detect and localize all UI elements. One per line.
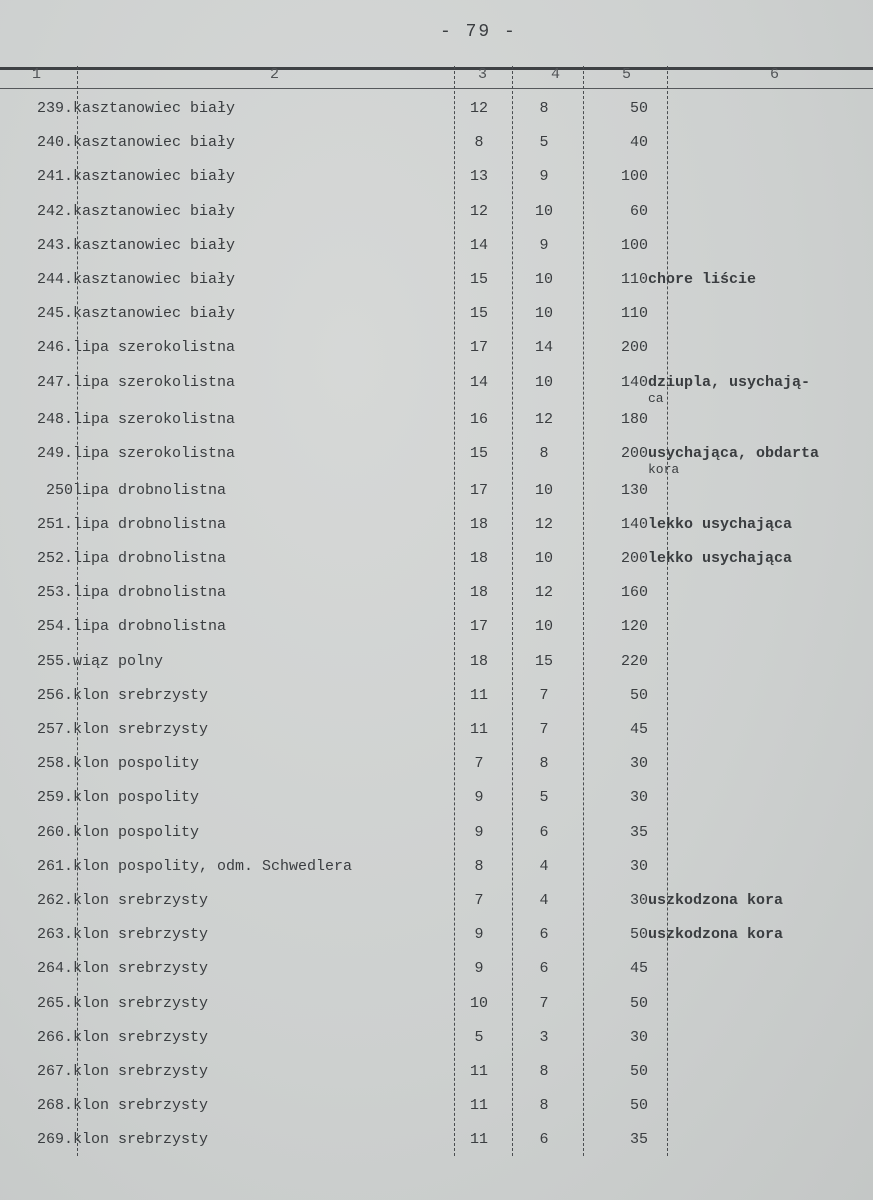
column-5-value: 140 bbox=[620, 373, 648, 391]
species-name: klon srebrzysty bbox=[73, 891, 209, 909]
column-5-value: 200 bbox=[620, 444, 648, 462]
species-name: lipa drobnolistna bbox=[73, 618, 227, 636]
species-name: lipa szerokolistna bbox=[73, 444, 236, 462]
column-5-value: 180 bbox=[620, 410, 648, 428]
column-3-value: 18 bbox=[469, 515, 488, 533]
table-row bbox=[0, 612, 848, 646]
table-row bbox=[0, 886, 848, 920]
species-name: klon srebrzysty bbox=[73, 1028, 209, 1046]
column-5-value: 200 bbox=[620, 550, 648, 568]
species-name: klon srebrzysty bbox=[73, 721, 209, 738]
row-number: 256. bbox=[36, 686, 73, 704]
species-name: klon srebrzysty bbox=[73, 686, 209, 704]
column-5-value: 160 bbox=[620, 584, 648, 602]
table-row bbox=[0, 852, 848, 886]
column-3-value: 16 bbox=[469, 410, 488, 428]
row-number: 257. bbox=[36, 721, 73, 738]
table-row bbox=[0, 231, 848, 265]
column-3-value: 10 bbox=[469, 994, 488, 1012]
column-4-value: 8 bbox=[539, 444, 549, 462]
column-3-value: 9 bbox=[474, 926, 484, 944]
column-4-value: 9 bbox=[539, 236, 549, 254]
column-5-value: 45 bbox=[629, 721, 648, 738]
remarks-cell bbox=[648, 265, 848, 299]
row-number: 258. bbox=[36, 755, 73, 773]
table-row bbox=[0, 405, 848, 439]
row-number: 239. bbox=[36, 100, 73, 117]
column-3-value: 12 bbox=[469, 202, 488, 220]
column-3-value: 15 bbox=[469, 270, 488, 288]
column-4-value: 8 bbox=[539, 1062, 549, 1080]
remarks-cell bbox=[648, 920, 848, 954]
row-number: 266. bbox=[36, 1028, 73, 1046]
row-number: 247. bbox=[36, 373, 73, 391]
column-5-value: 30 bbox=[629, 789, 648, 807]
table-row bbox=[0, 1023, 848, 1057]
column-5-value: 60 bbox=[629, 202, 648, 220]
remarks-cell bbox=[648, 544, 848, 578]
row-number: 241. bbox=[36, 168, 73, 186]
table-row bbox=[0, 299, 848, 333]
table-row bbox=[0, 94, 848, 128]
remarks-cell bbox=[648, 128, 848, 162]
remark-text: uszkodzona kora bbox=[648, 926, 784, 944]
table-row bbox=[0, 265, 848, 299]
remarks-cell bbox=[648, 715, 848, 749]
remarks-cell bbox=[648, 1091, 848, 1125]
row-number: 260. bbox=[36, 823, 73, 841]
column-5-value: 100 bbox=[620, 168, 648, 186]
row-number: 252. bbox=[36, 550, 73, 568]
species-name: kasztanowiec biały bbox=[73, 236, 236, 254]
column-5-value: 220 bbox=[620, 652, 648, 670]
column-header: 6 bbox=[770, 66, 780, 83]
remarks-cell bbox=[648, 333, 848, 367]
remarks-cell bbox=[648, 989, 848, 1023]
species-name: lipa drobnolistna bbox=[73, 550, 227, 568]
column-5-value: 110 bbox=[620, 270, 648, 288]
remarks-cell bbox=[648, 405, 848, 439]
row-number: 261. bbox=[36, 857, 73, 875]
column-3-value: 11 bbox=[469, 721, 488, 738]
species-name: lipa drobnolistna bbox=[73, 515, 227, 533]
table-row bbox=[0, 783, 848, 817]
column-3-value: 13 bbox=[469, 168, 488, 186]
column-5-value: 200 bbox=[620, 339, 648, 357]
column-3-value: 7 bbox=[474, 891, 484, 909]
column-3-value: 18 bbox=[469, 584, 488, 602]
column-3-value: 8 bbox=[474, 134, 484, 152]
column-4-value: 14 bbox=[534, 339, 553, 357]
column-3-value: 5 bbox=[474, 1028, 484, 1046]
table-row bbox=[0, 128, 848, 162]
column-4-value: 12 bbox=[534, 515, 553, 533]
remarks-cell bbox=[648, 578, 848, 612]
species-name: lipa szerokolistna bbox=[73, 410, 236, 428]
table-row bbox=[0, 578, 848, 612]
column-4-value: 12 bbox=[534, 410, 553, 428]
column-4-value: 5 bbox=[539, 134, 549, 152]
row-number: 255. bbox=[36, 652, 73, 670]
column-3-value: 9 bbox=[474, 823, 484, 841]
page-number: - 79 - bbox=[440, 22, 517, 42]
column-5-value: 30 bbox=[629, 891, 648, 909]
species-name: wiąz polny bbox=[73, 652, 164, 670]
column-4-value: 8 bbox=[539, 755, 549, 773]
column-5-value: 45 bbox=[629, 960, 648, 978]
row-number: 264. bbox=[36, 960, 73, 978]
remarks-cell bbox=[648, 231, 848, 265]
column-4-value: 7 bbox=[539, 721, 549, 738]
species-name: lipa drobnolistna bbox=[73, 584, 227, 602]
row-number: 242. bbox=[36, 202, 73, 220]
column-4-value: 10 bbox=[534, 305, 553, 323]
species-name: klon srebrzysty bbox=[73, 926, 209, 944]
species-name: klon srebrzysty bbox=[73, 1131, 209, 1149]
table-top-rule bbox=[0, 67, 873, 70]
species-name: klon pospolity bbox=[73, 823, 200, 841]
column-5-value: 35 bbox=[629, 823, 648, 841]
row-number: 263. bbox=[36, 926, 73, 944]
column-5-value: 50 bbox=[629, 926, 648, 944]
species-name: klon pospolity bbox=[73, 755, 200, 773]
column-3-value: 17 bbox=[469, 481, 488, 499]
row-number: 254. bbox=[36, 618, 73, 636]
table-row bbox=[0, 510, 848, 544]
column-4-value: 6 bbox=[539, 823, 549, 841]
remarks-cell bbox=[648, 94, 848, 128]
column-3-value: 7 bbox=[474, 755, 484, 773]
row-number: 259. bbox=[36, 789, 73, 807]
species-name: lipa szerokolistna bbox=[73, 373, 236, 391]
column-3-value: 17 bbox=[469, 339, 488, 357]
table-row bbox=[0, 544, 848, 578]
species-name: klon srebrzysty bbox=[73, 1097, 209, 1115]
species-name: kasztanowiec biały bbox=[73, 168, 236, 186]
table-row bbox=[0, 715, 848, 749]
column-4-value: 10 bbox=[534, 550, 553, 568]
table-row bbox=[0, 818, 848, 852]
remarks-cell bbox=[648, 647, 848, 681]
species-name: klon srebrzysty bbox=[73, 1062, 209, 1080]
remark-text: uszkodzona kora bbox=[648, 891, 784, 909]
table-row bbox=[0, 1125, 848, 1159]
remarks-cell bbox=[648, 368, 848, 405]
column-4-value: 12 bbox=[534, 584, 553, 602]
table-row bbox=[0, 1091, 848, 1125]
row-number: 244. bbox=[36, 270, 73, 288]
column-4-value: 3 bbox=[539, 1028, 549, 1046]
remarks-cell bbox=[648, 197, 848, 231]
species-name: lipa drobnolistna bbox=[73, 481, 227, 499]
remarks-cell bbox=[648, 439, 848, 476]
column-4-value: 10 bbox=[534, 373, 553, 391]
table-row bbox=[0, 439, 848, 476]
column-header: 4 bbox=[551, 66, 561, 83]
column-5-value: 50 bbox=[629, 1097, 648, 1115]
table-row bbox=[0, 162, 848, 196]
remark-text: chore liście bbox=[648, 270, 757, 288]
remarks-cell bbox=[648, 852, 848, 886]
table-row bbox=[0, 989, 848, 1023]
tree-inventory-table bbox=[0, 94, 848, 1159]
column-5-value: 30 bbox=[629, 755, 648, 773]
row-number: 249. bbox=[36, 444, 73, 462]
column-3-value: 11 bbox=[469, 1131, 488, 1149]
column-5-value: 50 bbox=[629, 994, 648, 1012]
column-5-value: 130 bbox=[620, 481, 648, 499]
remark-text: lekko usychająca bbox=[648, 515, 793, 533]
remarks-cell bbox=[648, 510, 848, 544]
column-header: 5 bbox=[622, 66, 632, 83]
row-number: 248. bbox=[36, 410, 73, 428]
species-name: kasztanowiec biały bbox=[73, 202, 236, 220]
column-4-value: 15 bbox=[534, 652, 553, 670]
table-row bbox=[0, 333, 848, 367]
species-name: klon srebrzysty bbox=[73, 994, 209, 1012]
column-4-value: 7 bbox=[539, 686, 549, 704]
remark-continuation: kora bbox=[648, 461, 680, 477]
column-5-value: 110 bbox=[620, 305, 648, 323]
species-name: lipa szerokolistna bbox=[73, 339, 236, 357]
column-5-value: 30 bbox=[629, 857, 648, 875]
row-number: 240. bbox=[36, 134, 73, 152]
column-4-value: 10 bbox=[534, 270, 553, 288]
column-3-value: 9 bbox=[474, 960, 484, 978]
column-4-value: 5 bbox=[539, 789, 549, 807]
table-row bbox=[0, 681, 848, 715]
row-number: 246. bbox=[36, 339, 73, 357]
column-3-value: 15 bbox=[469, 305, 488, 323]
column-5-value: 40 bbox=[629, 134, 648, 152]
row-number: 262. bbox=[36, 891, 73, 909]
remarks-cell bbox=[648, 162, 848, 196]
column-5-value: 120 bbox=[620, 618, 648, 636]
remarks-cell bbox=[648, 476, 848, 510]
table-row bbox=[0, 1057, 848, 1091]
row-number: 267. bbox=[36, 1062, 73, 1080]
column-5-value: 50 bbox=[629, 686, 648, 704]
remarks-cell bbox=[648, 1125, 848, 1159]
remarks-cell bbox=[648, 1057, 848, 1091]
remark-text: usychająca, obdarta bbox=[648, 444, 820, 462]
row-number: 243. bbox=[36, 236, 73, 254]
species-name: kasztanowiec biały bbox=[73, 100, 236, 117]
column-3-value: 17 bbox=[469, 618, 488, 636]
species-name: klon pospolity, odm. Schwedlera bbox=[73, 857, 353, 875]
table-row bbox=[0, 647, 848, 681]
row-number: 253. bbox=[36, 584, 73, 602]
column-3-value: 8 bbox=[474, 857, 484, 875]
column-3-value: 18 bbox=[469, 652, 488, 670]
remarks-cell bbox=[648, 818, 848, 852]
remarks-cell bbox=[648, 886, 848, 920]
table-row bbox=[0, 197, 848, 231]
row-number: 268. bbox=[36, 1097, 73, 1115]
remarks-cell bbox=[648, 783, 848, 817]
remarks-cell bbox=[648, 681, 848, 715]
column-3-value: 11 bbox=[469, 1097, 488, 1115]
column-5-value: 50 bbox=[629, 100, 648, 117]
column-5-value: 30 bbox=[629, 1028, 648, 1046]
column-4-value: 8 bbox=[539, 1097, 549, 1115]
remarks-cell bbox=[648, 954, 848, 988]
column-4-value: 4 bbox=[539, 891, 549, 909]
column-5-value: 35 bbox=[629, 1131, 648, 1149]
species-name: klon pospolity bbox=[73, 789, 200, 807]
species-name: kasztanowiec biały bbox=[73, 305, 236, 323]
column-3-value: 14 bbox=[469, 373, 488, 391]
remarks-cell bbox=[648, 299, 848, 333]
column-3-value: 18 bbox=[469, 550, 488, 568]
table-row bbox=[0, 368, 848, 405]
column-4-value: 6 bbox=[539, 1131, 549, 1149]
column-3-value: 9 bbox=[474, 789, 484, 807]
table-row bbox=[0, 749, 848, 783]
column-3-value: 15 bbox=[469, 444, 488, 462]
header-bottom-rule bbox=[0, 88, 873, 89]
remark-continuation: ca bbox=[648, 390, 664, 406]
table-row bbox=[0, 920, 848, 954]
species-name: klon srebrzysty bbox=[73, 960, 209, 978]
column-4-value: 4 bbox=[539, 857, 549, 875]
column-5-value: 100 bbox=[620, 236, 648, 254]
column-4-value: 10 bbox=[534, 618, 553, 636]
row-number: 250 bbox=[45, 481, 73, 499]
column-4-value: 7 bbox=[539, 994, 549, 1012]
remarks-cell bbox=[648, 1023, 848, 1057]
species-name: kasztanowiec biały bbox=[73, 134, 236, 152]
column-4-value: 10 bbox=[534, 481, 553, 499]
remarks-cell bbox=[648, 612, 848, 646]
row-number: 251. bbox=[36, 515, 73, 533]
column-4-value: 8 bbox=[539, 100, 549, 117]
remark-text: dziupla, usychają- bbox=[648, 373, 811, 391]
column-header: 2 bbox=[270, 66, 280, 83]
species-name: kasztanowiec biały bbox=[73, 270, 236, 288]
column-4-value: 6 bbox=[539, 926, 549, 944]
column-5-value: 50 bbox=[629, 1062, 648, 1080]
column-4-value: 10 bbox=[534, 202, 553, 220]
row-number: 245. bbox=[36, 305, 73, 323]
table-row bbox=[0, 954, 848, 988]
column-5-value: 140 bbox=[620, 515, 648, 533]
column-4-value: 6 bbox=[539, 960, 549, 978]
column-3-value: 11 bbox=[469, 1062, 488, 1080]
row-number: 269. bbox=[36, 1131, 73, 1149]
column-4-value: 9 bbox=[539, 168, 549, 186]
column-3-value: 14 bbox=[469, 236, 488, 254]
table-row bbox=[0, 476, 848, 510]
column-header: 3 bbox=[478, 66, 488, 83]
remark-text: lekko usychająca bbox=[648, 550, 793, 568]
column-3-value: 11 bbox=[469, 686, 488, 704]
column-3-value: 12 bbox=[469, 100, 488, 117]
row-number: 265. bbox=[36, 994, 73, 1012]
remarks-cell bbox=[648, 749, 848, 783]
column-header: 1 bbox=[32, 66, 42, 83]
